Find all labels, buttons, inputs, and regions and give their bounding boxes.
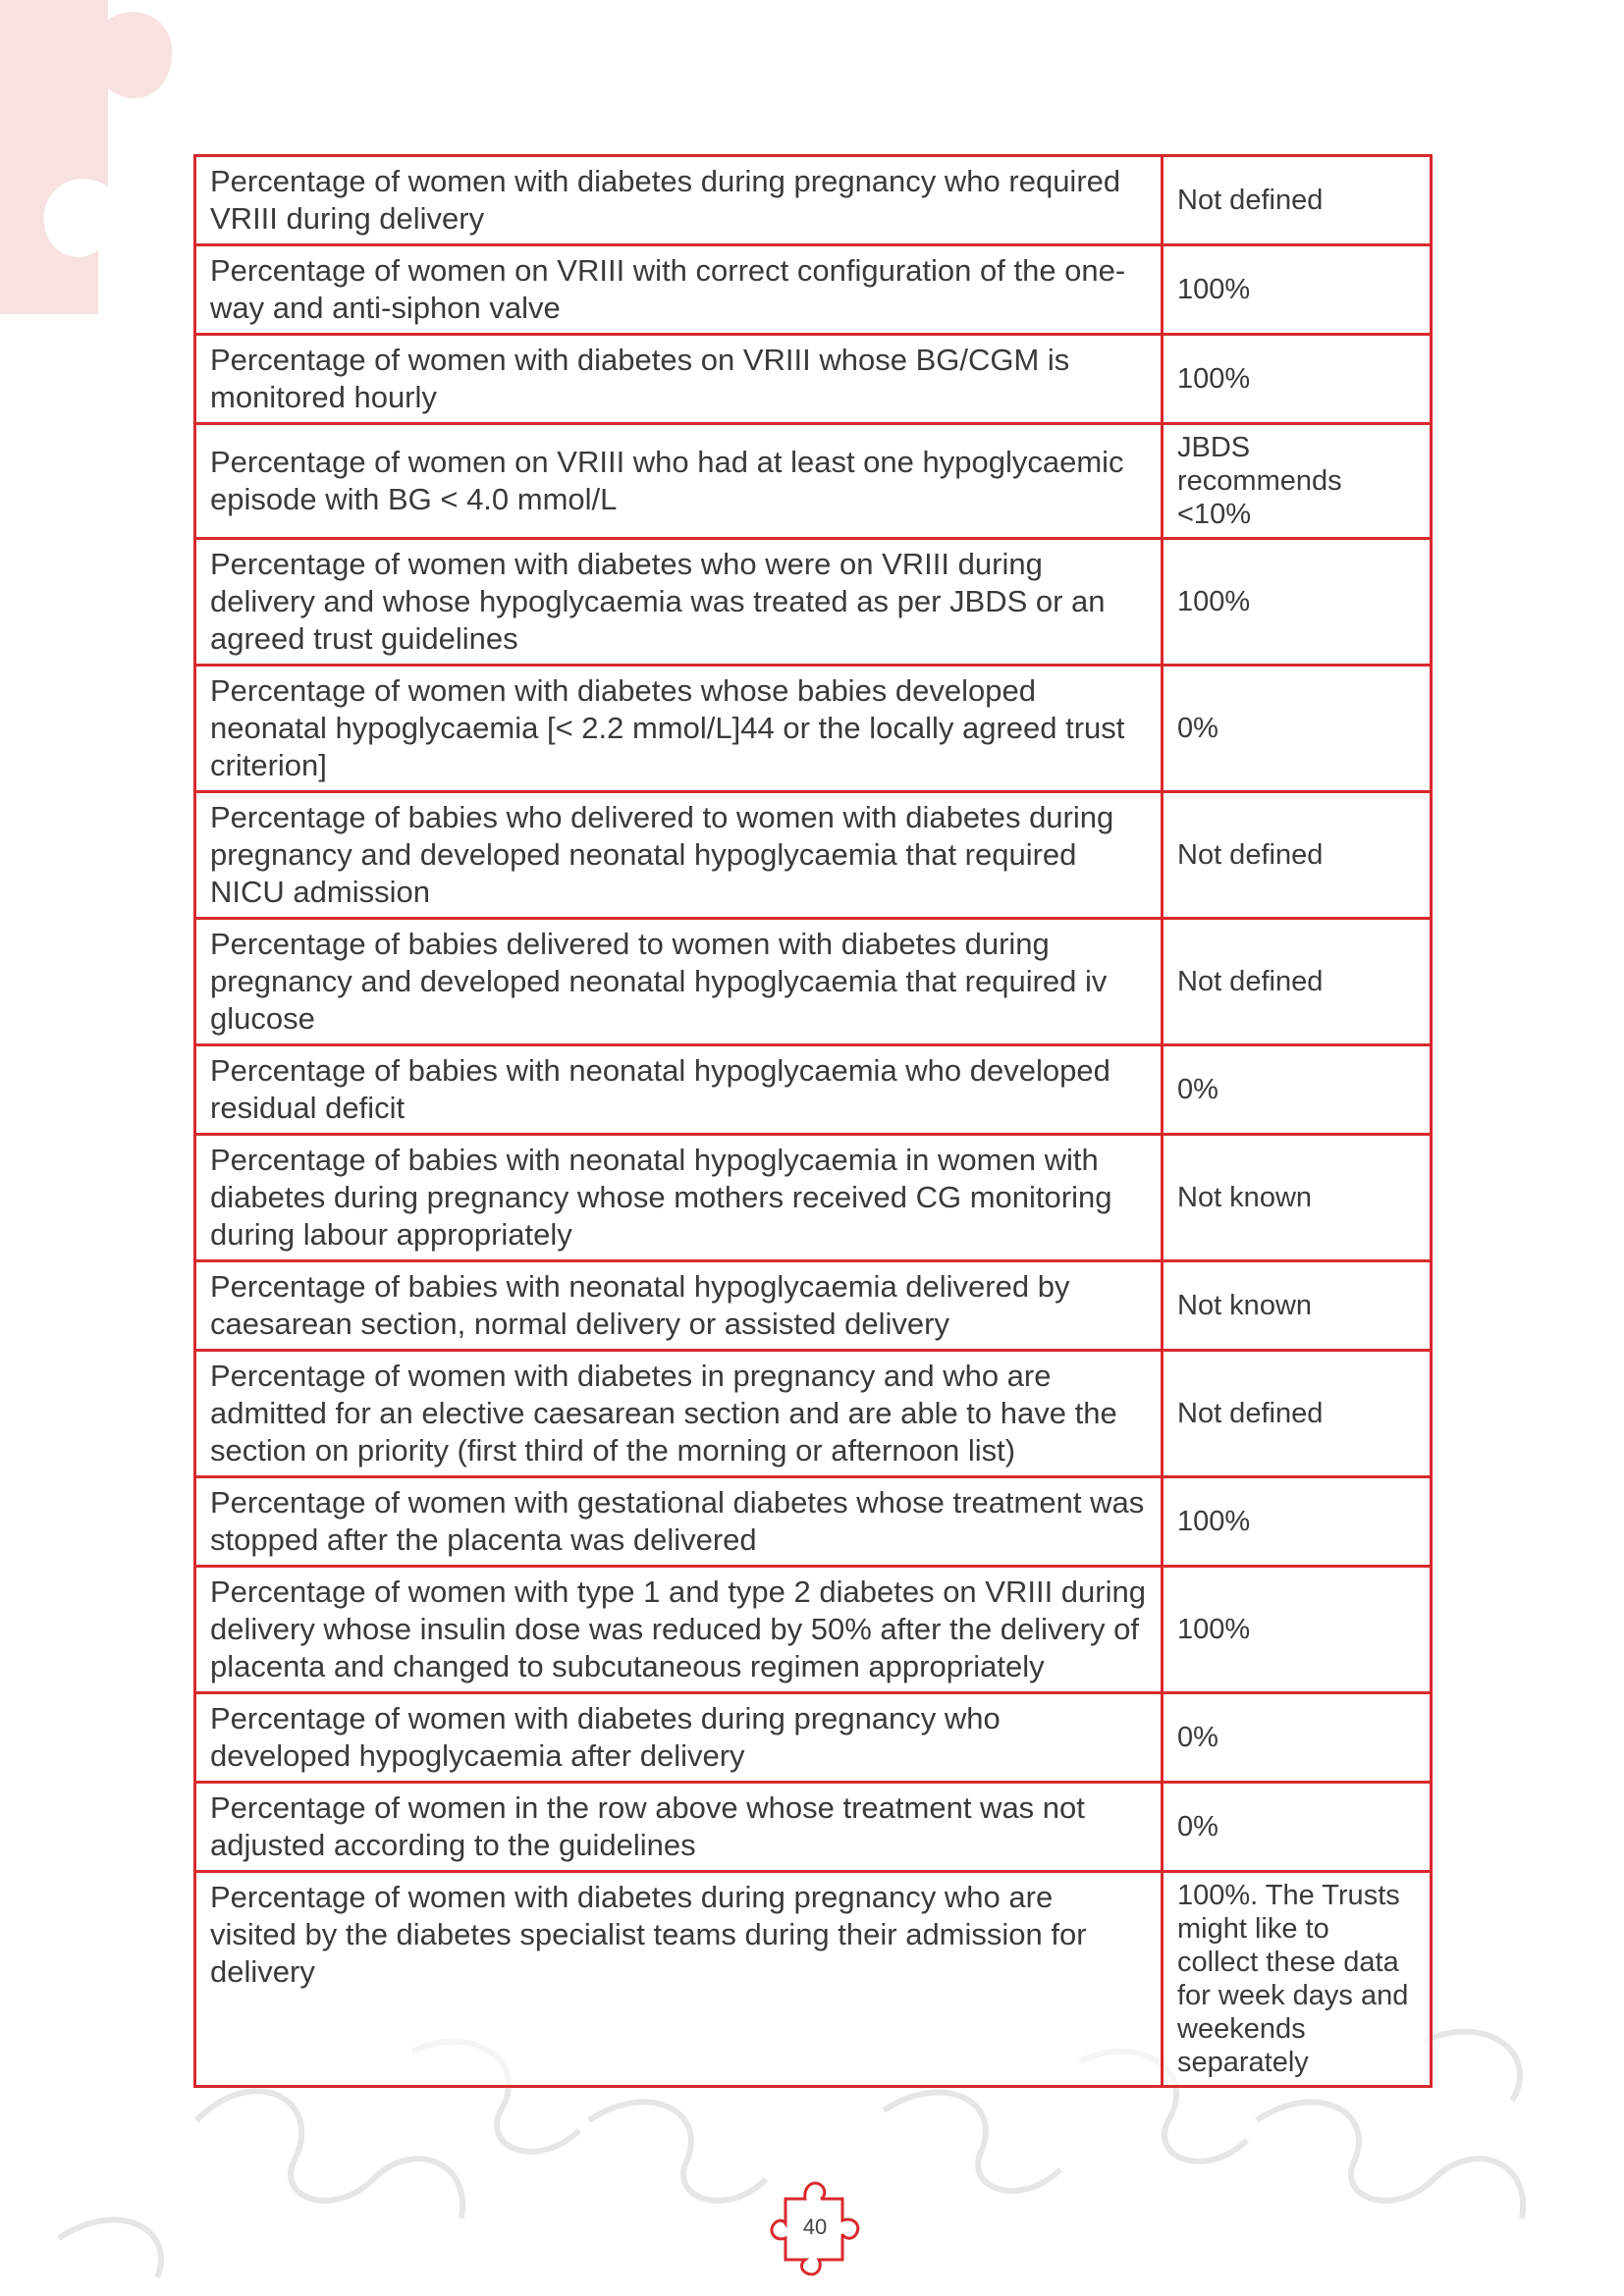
table-row — [195, 156, 1432, 245]
target-cell: 100% — [1163, 245, 1432, 335]
page-number-badge — [756, 2169, 874, 2287]
indicators-table — [193, 154, 1433, 2088]
table-row — [195, 1135, 1432, 1261]
target-cell: 0% — [1163, 666, 1432, 792]
table-row — [195, 424, 1432, 539]
table-row — [195, 1261, 1432, 1351]
table-row — [195, 792, 1432, 919]
target-cell: Not known — [1163, 1261, 1432, 1351]
target-cell: 100% — [1163, 539, 1432, 666]
indicator-cell: Percentage of women with diabetes on VRIII whose BG/CGM is monitored hourly — [195, 335, 1163, 424]
target-cell: Not defined — [1163, 792, 1432, 919]
table-row — [195, 335, 1432, 424]
target-cell: Not defined — [1163, 919, 1432, 1045]
indicator-cell: Percentage of women with diabetes in pregnancy and who are admitted for an elective caesarean section and are able to have the section on priority (first third of the morning or afternoon list) — [195, 1351, 1163, 1477]
target-cell: JBDS recommends <10% — [1163, 424, 1432, 539]
table-row — [195, 1783, 1432, 1872]
table-row — [195, 1045, 1432, 1135]
indicator-cell: Percentage of women with diabetes during pregnancy who are visited by the diabetes specialist teams during their admission for delivery — [195, 1872, 1163, 2087]
target-cell: Not known — [1163, 1135, 1432, 1261]
table-row — [195, 1477, 1432, 1567]
indicator-cell: Percentage of women with diabetes during pregnancy who required VRIII during delivery — [195, 156, 1163, 245]
indicator-cell: Percentage of women with diabetes whose babies developed neonatal hypoglycaemia [< 2.2 mmol/L]44 or the locally agreed trust criterion] — [195, 666, 1163, 792]
indicator-cell: Percentage of babies with neonatal hypoglycaemia delivered by caesarean section, normal delivery or assisted delivery — [195, 1261, 1163, 1351]
puzzle-piece-decoration-icon — [0, 0, 196, 314]
indicator-cell: Percentage of babies with neonatal hypoglycaemia who developed residual deficit — [195, 1045, 1163, 1135]
target-cell: 100% — [1163, 1477, 1432, 1567]
table-row — [195, 666, 1432, 792]
target-cell: 100% — [1163, 335, 1432, 424]
table-row — [195, 1567, 1432, 1693]
target-cell: 100%. The Trusts might like to collect these data for week days and weekends separately — [1163, 1872, 1432, 2087]
table-row — [195, 919, 1432, 1045]
indicator-cell: Percentage of women with diabetes during pregnancy who developed hypoglycaemia after delivery — [195, 1693, 1163, 1783]
table-row — [195, 1872, 1432, 2087]
target-cell: 0% — [1163, 1693, 1432, 1783]
table-row — [195, 1351, 1432, 1477]
indicator-cell: Percentage of women with type 1 and type 2 diabetes on VRIII during delivery whose insulin dose was reduced by 50% after the delivery of placenta and changed to subcutaneous regimen appropriately — [195, 1567, 1163, 1693]
target-cell: 0% — [1163, 1045, 1432, 1135]
indicator-cell: Percentage of women on VRIII with correct configuration of the one-way and anti-siphon valve — [195, 245, 1163, 335]
indicator-cell: Percentage of babies who delivered to women with diabetes during pregnancy and developed neonatal hypoglycaemia that required NICU admission — [195, 792, 1163, 919]
target-cell: 0% — [1163, 1783, 1432, 1872]
indicators-table-container — [193, 154, 1433, 2088]
indicator-cell: Percentage of babies delivered to women with diabetes during pregnancy and developed neonatal hypoglycaemia that required iv glucose — [195, 919, 1163, 1045]
page-number: 40 — [802, 2215, 828, 2239]
indicator-cell: Percentage of babies with neonatal hypoglycaemia in women with diabetes during pregnancy whose mothers received CG monitoring during labour appropriately — [195, 1135, 1163, 1261]
indicator-cell: Percentage of women on VRIII who had at least one hypoglycaemic episode with BG < 4.0 mmol/L — [195, 424, 1163, 539]
target-cell: Not defined — [1163, 1351, 1432, 1477]
table-row — [195, 1693, 1432, 1783]
table-row — [195, 539, 1432, 666]
indicator-cell: Percentage of women in the row above whose treatment was not adjusted according to the guidelines — [195, 1783, 1163, 1872]
indicator-cell: Percentage of women with gestational diabetes whose treatment was stopped after the placenta was delivered — [195, 1477, 1163, 1567]
table-row — [195, 245, 1432, 335]
indicator-cell: Percentage of women with diabetes who were on VRIII during delivery and whose hypoglycaemia was treated as per JBDS or an agreed trust guidelines — [195, 539, 1163, 666]
target-cell: Not defined — [1163, 156, 1432, 245]
target-cell: 100% — [1163, 1567, 1432, 1693]
